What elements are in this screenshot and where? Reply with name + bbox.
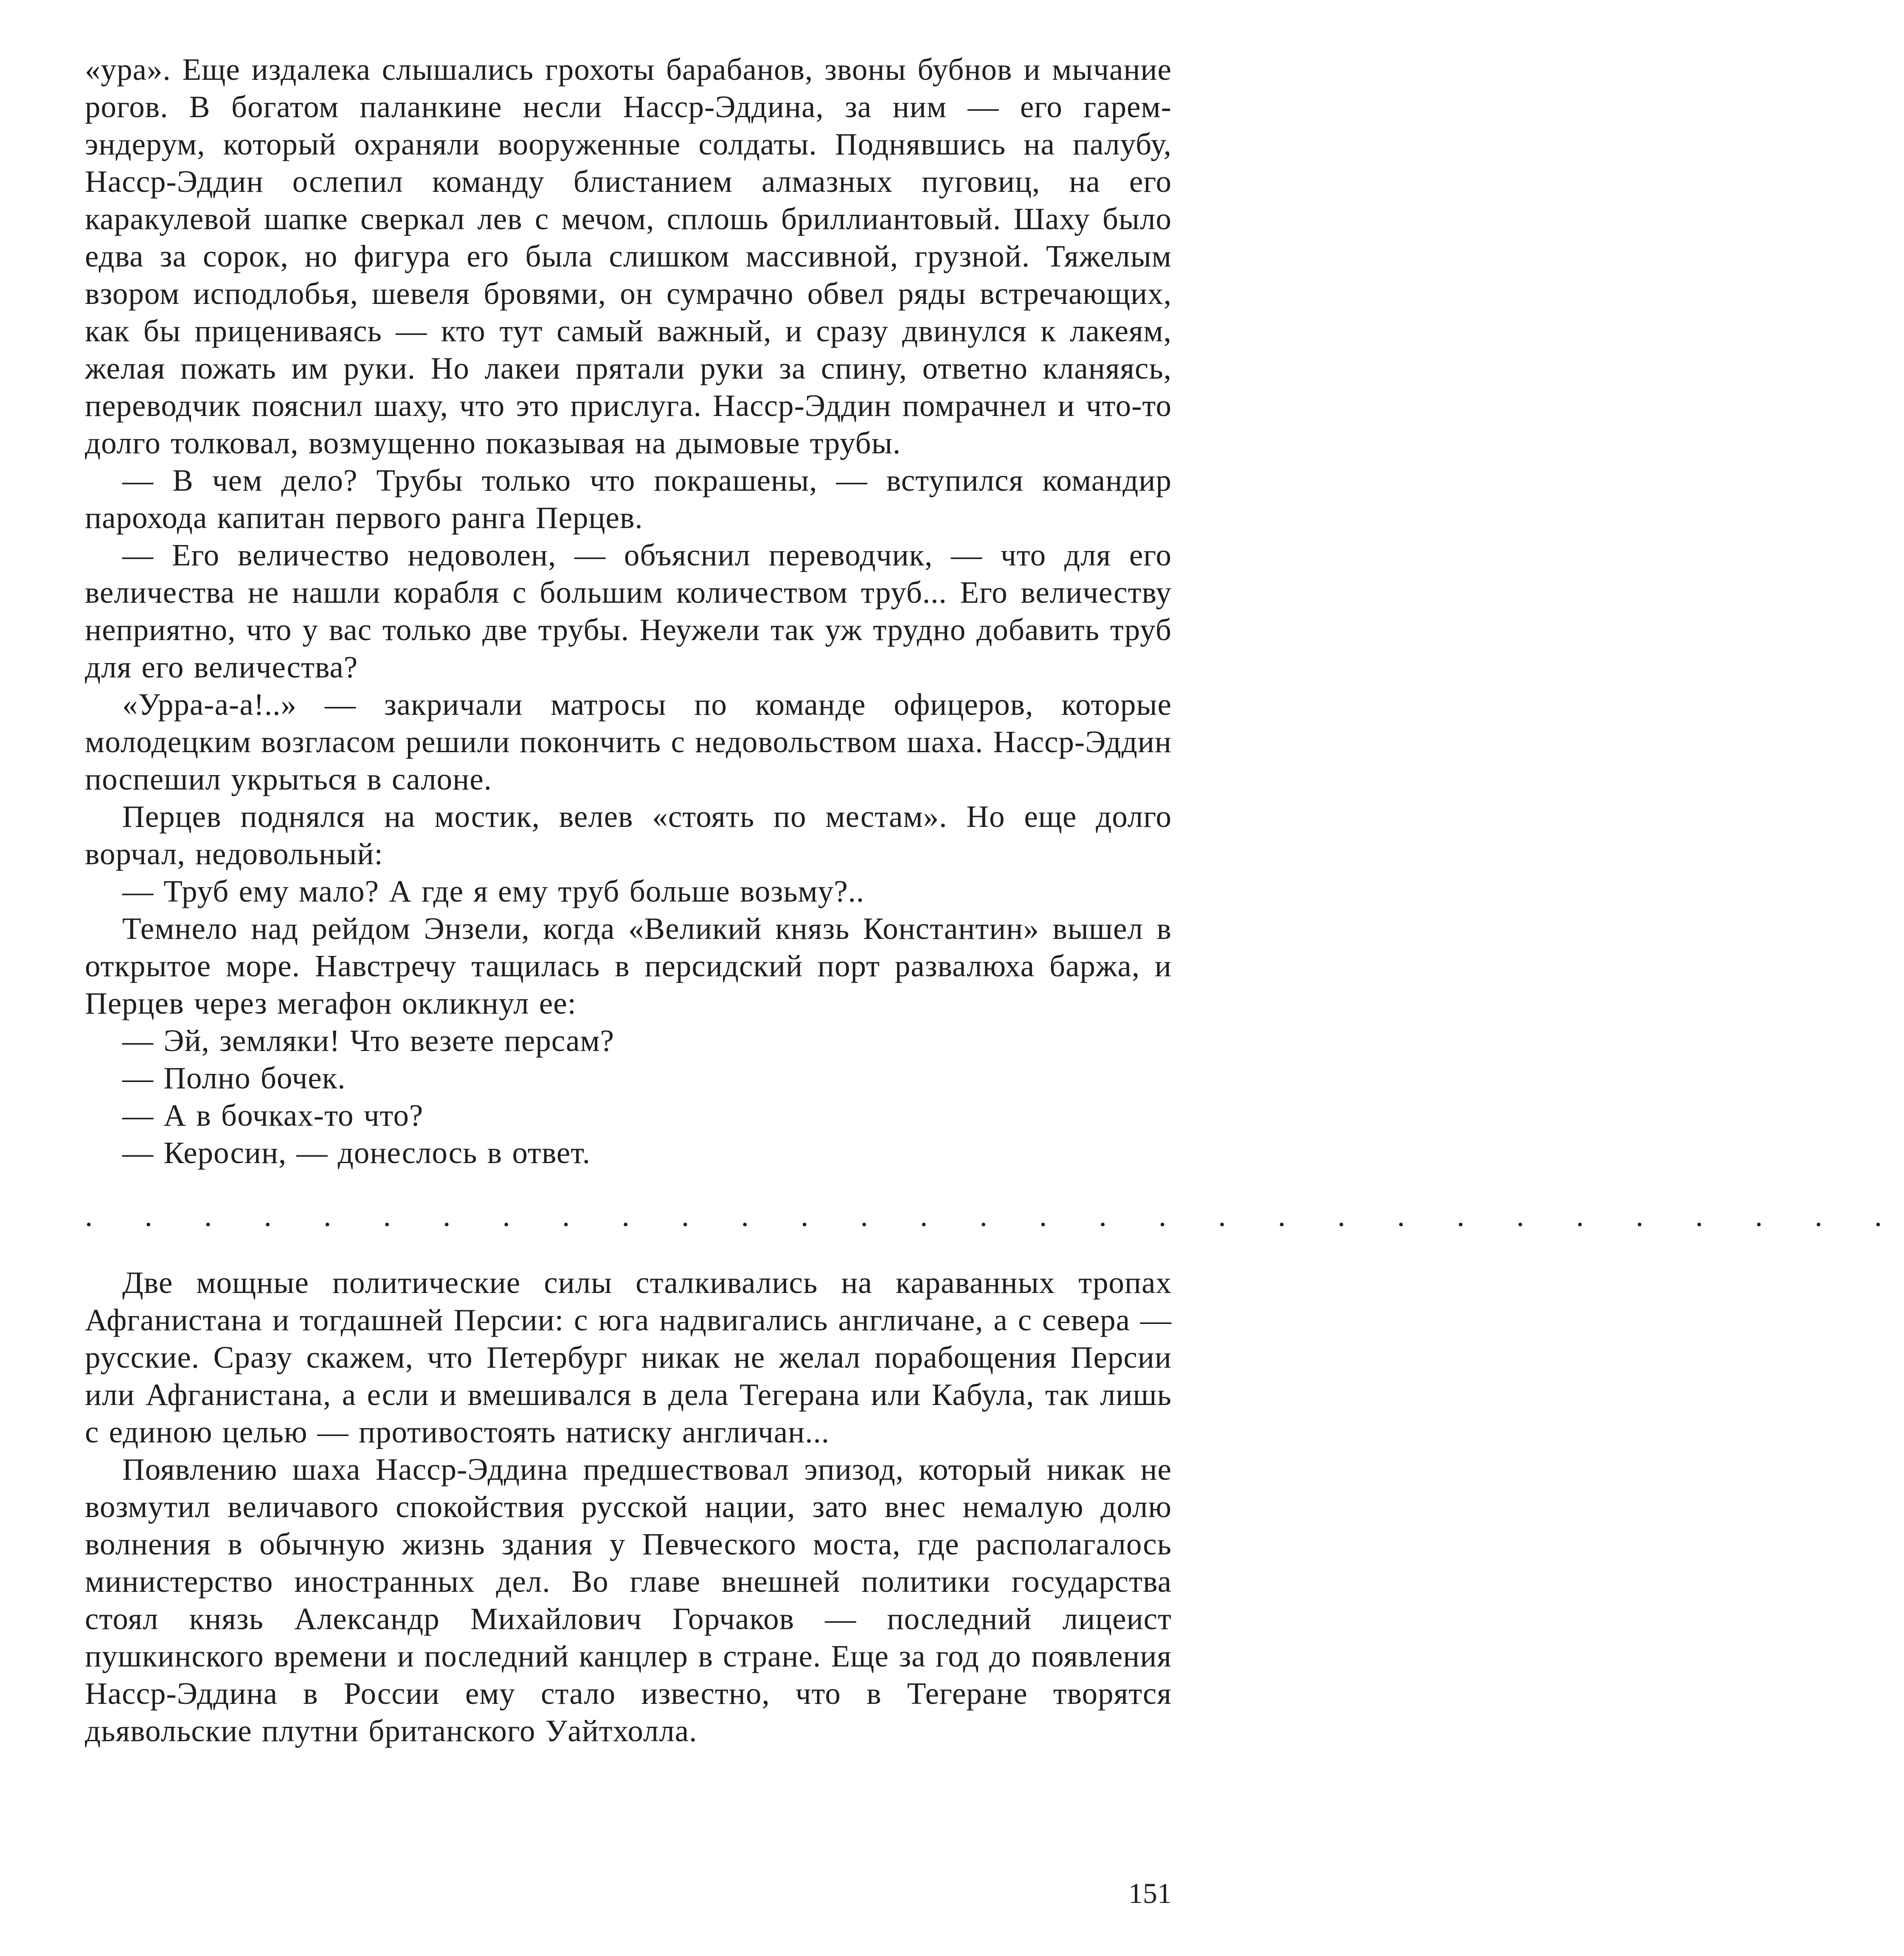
dialog-pertsev-pipes-painted: — В чем дело? Трубы только что покрашены, — вступился командир парохода капитан первого ранга Перцев.	[85, 463, 1172, 535]
book-page	[85, 51, 1904, 1919]
dialog-hey-countrymen: — Эй, земляки! Что везете персам?	[122, 1023, 615, 1058]
dialog-kerosene: — Керосин, — донеслось в ответ.	[122, 1135, 591, 1170]
dialog-whats-in-barrels: — А в бочках-то что?	[122, 1098, 424, 1133]
dialog-pertsev-grumble: — Труб ему мало? А где я ему труб больше возьму?..	[122, 874, 865, 908]
dialog-translator-complaint: — Его величество недоволен, — объяснил переводчик, — что для его величества не нашли корабля с большим количеством труб... Его величеству неприятно, что у вас только две трубы. Неужели так уж трудно добавить труб для его величества?	[85, 538, 1172, 684]
paragraph-open-sea: Темнело над рейдом Энзели, когда «Великий князь Константин» вышел в открытое море. Навстречу тащилась в персидский порт развалюха баржа, и Перцев через мегафон окликнул ее:	[85, 911, 1172, 1020]
paragraph-gorchakov: Появлению шаха Насср-Эддина предшествовал эпизод, который никак не возмутил величавого спокойствия русской нации, зато внес немалую долю волнения в обычную жизнь здания у Певческого моста, где располагалось министерство иностранных дел. Во главе внешней политики государства стоял князь Александр Михайлович Горчаков — последний лицеист пушкинского времени и последний канцлер в стране. Еще за год до появления Насср-Эддина в России ему стало известно, что в Тегеране творятся дьявольские плутни британского Уайтхолла.	[85, 1452, 1172, 1748]
paragraph-sailors-cheer: «Урра-а-а!..» — закричали матросы по команде офицеров, которые молодецким возгласом решили покончить с недовольством шаха. Насср-Эддин поспешил укрыться в салоне.	[85, 687, 1172, 796]
section-separator: . . . . . . . . . . . . . . . . . . . . . . . . . . . . . . .	[85, 1198, 1904, 1233]
page-number: 151	[1128, 1877, 1172, 1909]
paragraph-pertsev-bridge: Перцев поднялся на мостик, велев «стоять по местам». Но еще долго ворчал, недовольный:	[85, 799, 1172, 871]
paragraph-political-forces: Две мощные политические силы сталкивались на караванных тропах Афганистана и тогдашней Персии: с юга надвигались англичане, а с севера — русские. Сразу скажем, что Петербург никак не желал порабощения Персии или Афганистана, а если и вмешивался в дела Тегерана или Кабула, так лишь с единою целью — противостоять натиску англичан...	[85, 1265, 1172, 1449]
dialog-full-of-barrels: — Полно бочек.	[122, 1061, 346, 1095]
paragraph-shah-arrival: «ура». Еще издалека слышались грохоты барабанов, звоны бубнов и мычание рогов. В богатом паланкине несли Насср-Эддина, за ним — его гарем-эндерум, который охраняли вооруженные солдаты. Поднявшись на палубу, Насср-Эддин ослепил команду блистанием алмазных пуговиц, на его каракулевой шапке сверкал лев с мечом, сплошь бриллиантовый. Шаху было едва за сорок, но фигура его была слишком массивной, грузной. Тяжелым взором исподлобья, шевеля бровями, он сумрачно обвел ряды встречающих, как бы прицениваясь — кто тут самый важный, и сразу двинулся к лакеям, желая пожать им руки. Но лакеи прятали руки за спину, ответно кланяясь, переводчик пояснил шаху, что это прислуга. Насср-Эддин помрачнел и что-то долго толковал, возмущенно показывая на дымовые трубы.	[85, 52, 1172, 460]
